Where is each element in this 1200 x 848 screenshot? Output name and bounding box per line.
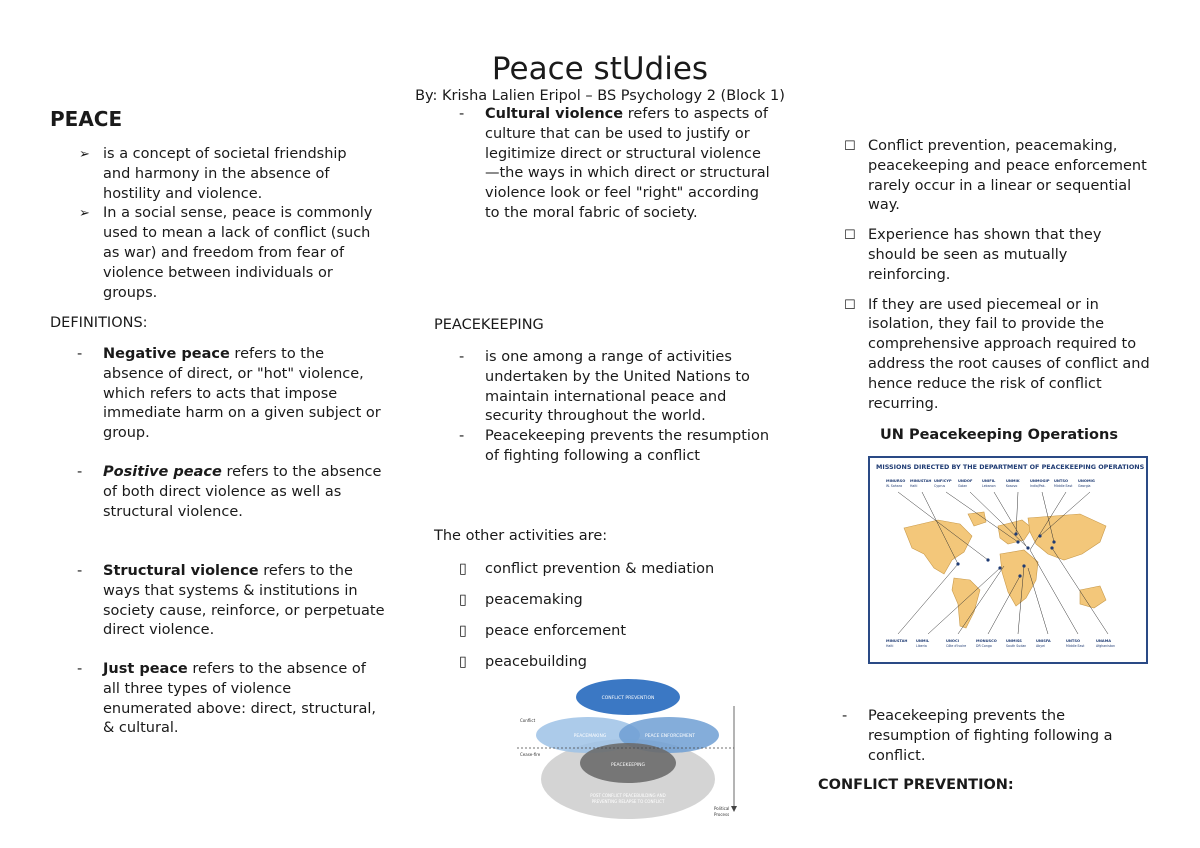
top-mission-place: Haiti	[910, 484, 918, 488]
top-mission-code: UNFICYP	[934, 479, 952, 483]
activities-list	[459, 559, 765, 672]
after-map-note: - Peacekeeping prevents the resumption of fighting following a conflict.	[842, 708, 1113, 764]
peacekeeping-heading: PEACEKEEPING	[434, 317, 544, 333]
arrow-bullet-icon: ➢	[79, 206, 90, 222]
list-item: ☐ Experience has shown that they should be seen as mutually reinforcing.	[844, 227, 1102, 283]
dash-bullet-icon: -	[459, 349, 465, 365]
top-mission-place: Cyprus	[934, 484, 946, 488]
political-label: Political	[714, 806, 730, 811]
definition-cultural-violence: - Cultural violence refers to aspects of culture that can be used to justify or legitimize direct or structural violence—the ways in which direct or structural violence look or feel "right" according to the moral fabric of society.	[459, 106, 770, 221]
list-item: ▯ peacemaking	[459, 592, 583, 608]
definition-positive-peace: - Positive peace refers to the absence of both direct violence as well as structural violence.	[77, 464, 382, 520]
definition-structural-violence: - Structural violence refers to the ways that systems & institutions in society cause, reinforce, or perpetuate direct violence.	[77, 563, 385, 639]
top-mission-code: UNIFIL	[982, 479, 996, 483]
checkbox-bullet-icon: ▯	[459, 654, 467, 670]
bottom-mission-code: UNAMA	[1096, 639, 1112, 643]
top-mission-code: UNDOF	[958, 479, 973, 483]
definition-negative-peace: - Negative peace refers to the absence of direct, or "hot" violence, which refers to acts that impose immediate harm on a given subject or group.	[77, 346, 381, 442]
bottom-mission-place: Haiti	[886, 644, 894, 648]
top-mission-code: UNOMIG	[1078, 479, 1095, 483]
square-bullet-icon: ☐	[844, 228, 856, 244]
top-mission-code: UNMIK	[1006, 479, 1020, 483]
square-bullet-icon: ☐	[844, 297, 856, 313]
dash-bullet-icon: -	[77, 346, 83, 362]
list-item: ▯ peace enforcement	[459, 623, 627, 639]
bottom-mission-place: Liberia	[916, 644, 927, 648]
dash-bullet-icon: -	[77, 661, 83, 677]
list-item: ▯ conflict prevention & mediation	[459, 561, 715, 577]
bottom-mission-code: UNISFA	[1036, 639, 1051, 643]
top-mission-place: Kosovo	[1006, 484, 1018, 488]
list-item: ➢ is a concept of societal friendship and harmony in the absence of hostility and violence.	[79, 146, 347, 202]
top-mission-code: UNMOGIP	[1030, 479, 1050, 483]
bottom-mission-place: Côte d'Ivoire	[946, 644, 967, 648]
post-conflict-label: POST CONFLICT PEACEBUILDING AND	[590, 793, 666, 798]
bottom-mission-place: Middle East	[1066, 644, 1085, 648]
dash-bullet-icon: -	[459, 106, 465, 122]
top-mission-labels	[886, 479, 1095, 488]
top-mission-place: W. Sahara	[886, 484, 903, 488]
list-item: - Peacekeeping prevents the resumption of fighting following a conflict	[459, 428, 770, 464]
arrow-bullet-icon: ➢	[79, 147, 90, 162]
dash-bullet-icon: -	[77, 464, 83, 480]
un-operations-heading: UN Peacekeeping Operations	[880, 427, 1118, 443]
cease-fire-label: Cease-fire	[520, 752, 541, 757]
definition-just-peace: - Just peace refers to the absence of all three types of violence enumerated above: direct, structural, & cultural.	[77, 661, 376, 737]
list-item: ☐ Conflict prevention, peacemaking, peacekeeping and peace enforcement rarely occur in a linear or sequential way.	[844, 138, 1147, 214]
dash-bullet-icon: -	[459, 428, 465, 445]
approach-points	[844, 137, 1153, 414]
top-mission-place: Middle East	[1054, 484, 1073, 488]
bottom-mission-code: UNMISS	[1006, 639, 1022, 643]
list-item: ☐ If they are used piecemeal or in isolation, they fail to provide the comprehensive approach required to address the root causes of conflict and hence reduce the risk of conflict recurring.	[844, 296, 1150, 412]
top-mission-code: UNTSO	[1054, 479, 1069, 483]
top-mission-place: Lebanon	[982, 484, 996, 488]
process-label: Process	[714, 812, 730, 817]
top-mission-code: MINUSTAH	[910, 479, 932, 483]
bottom-mission-code: MINUSTAH	[886, 639, 908, 643]
list-item: ➢ In a social sense, peace is commonly used to mean a lack of conflict (such as war) and freedom from fear of violence between individuals or groups.	[79, 205, 373, 301]
checkbox-bullet-icon: ▯	[459, 623, 467, 639]
process-arrowhead	[731, 806, 737, 812]
definitions-label: DEFINITIONS:	[50, 315, 148, 331]
bottom-mission-place: Abyei	[1036, 644, 1045, 648]
conflict-prevention-heading: CONFLICT PREVENTION:	[818, 777, 1014, 793]
bottom-mission-code: UNTSO	[1066, 639, 1081, 643]
peace-heading: PEACE	[50, 107, 123, 131]
peacekeeping-label: PEACEKEEPING	[610, 763, 646, 768]
list-item: - is one among a range of activities undertaken by the United Nations to maintain international peace and security throughout the world.	[459, 349, 750, 425]
conflict-prevention-label: CONFLICT PREVENTION	[601, 696, 655, 701]
dash-bullet-icon: -	[77, 563, 83, 579]
other-activities-label: The other activities are:	[434, 528, 608, 544]
checkbox-bullet-icon: ▯	[459, 592, 467, 608]
list-item: ▯ peacebuilding	[459, 654, 587, 670]
map-title: MISSIONS DIRECTED BY THE DEPARTMENT OF PEACEKEEPING OPERATIONS	[876, 463, 1145, 471]
top-mission-place: Georgia	[1078, 484, 1091, 488]
dash-bullet-icon: -	[842, 708, 848, 724]
bottom-mission-place: DR Congo	[976, 644, 992, 648]
peacekeeping-list	[459, 348, 770, 467]
bottom-mission-code: UNMIL	[916, 639, 930, 643]
prevent-relapse-label: PREVENTING RELAPSE TO CONFLICT	[591, 799, 665, 804]
top-mission-code: MINURSO	[886, 479, 906, 483]
checkbox-bullet-icon: ▯	[459, 561, 467, 577]
bottom-mission-place: Afghanistan	[1096, 644, 1115, 648]
bottom-mission-code: MONUSCO	[976, 639, 997, 643]
top-mission-place: India/Pak.	[1030, 484, 1046, 488]
un-missions-map	[868, 456, 1148, 666]
peace-enforcement-label: PEACE ENFORCEMENT	[644, 734, 696, 739]
bottom-mission-place: South Sudan	[1006, 644, 1027, 648]
top-mission-place: Golan	[958, 484, 968, 488]
bottom-mission-code: UNOCI	[946, 639, 959, 643]
conflict-label: Conflict	[520, 718, 536, 723]
peace-operations-diagram	[512, 676, 752, 821]
peace-bullets	[79, 145, 375, 303]
byline: By: Krisha Lalien Eripol – BS Psychology 2 (Block 1)	[415, 88, 785, 104]
square-bullet-icon: ☐	[844, 139, 856, 154]
document-title: Peace stUdies	[491, 51, 709, 87]
peacemaking-label: PEACEMAKING	[573, 734, 607, 739]
